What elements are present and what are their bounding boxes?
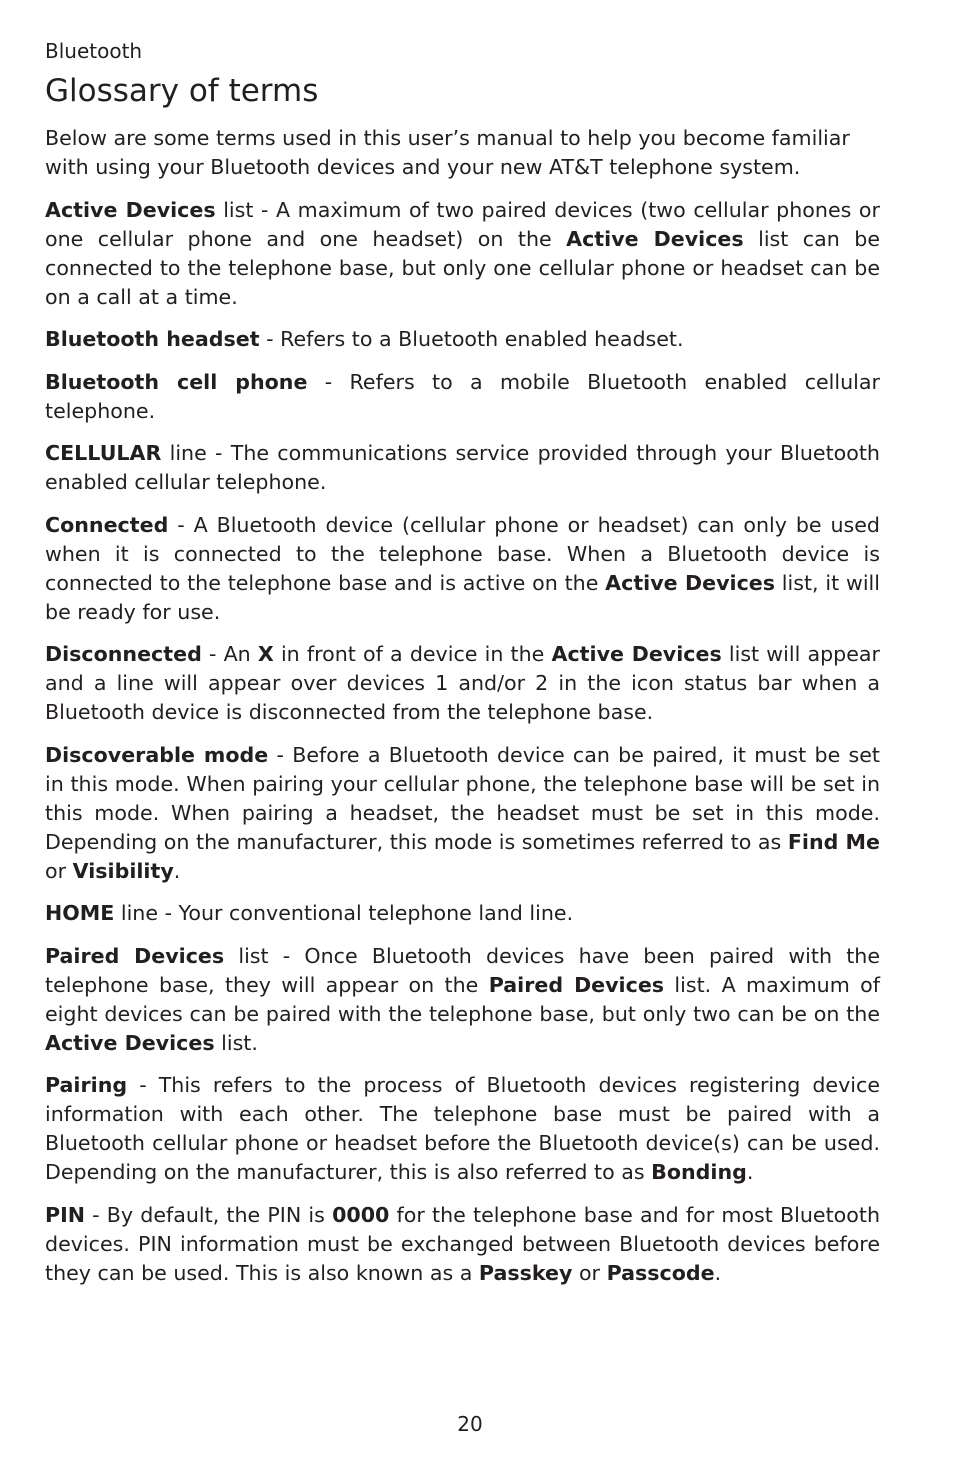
intro-paragraph: Below are some terms used in this user’s manual to help you become familiar with using your Bluetooth devices and your new AT&T telephone system. [45,126,850,179]
definition-text: for the telephone base and for most Bluetooth devices. PIN information must be exchanged between Bluetooth devices before they can be used. This is also known as a [45,1202,880,1285]
emphasized-text: Active Devices [605,570,776,595]
glossary-entry [45,368,880,426]
emphasized-text: Passkey [478,1260,573,1285]
emphasized-text: X [257,642,274,666]
definition-text: list - A maximum of two paired devices (two cellular phones or one cellular phone and one headset) on the [45,197,880,251]
definition-text: - By default, the PIN is [85,1202,333,1227]
emphasized-text: 0000 [332,1202,390,1227]
definition-text: list - Once Bluetooth devices have been paired with the telephone base, they will appear on the [45,943,880,997]
glossary-term: PIN [45,1202,85,1227]
definition-text: - A Bluetooth device (cellular phone or headset) can only be used when it is connected to the telephone base. When a Bluetooth device is connected to the telephone base and is active on the [45,512,880,595]
definition-text: line - The communications service provided through your Bluetooth enabled cellular telephone. [45,441,880,494]
page-title: Glossary of terms [45,73,319,109]
glossary-term: CELLULAR [45,441,162,465]
glossary-term: Pairing [45,1073,128,1097]
glossary-term: Paired Devices [45,943,225,968]
glossary-term: Bluetooth cell phone [45,369,308,394]
definition-text: or [572,1260,607,1285]
glossary-entry [45,325,880,354]
page-number: 20 [457,1412,483,1436]
glossary-term: Bluetooth headset [45,327,260,351]
definition-text: list will appear and a line will appear over devices 1 and/or 2 in the icon status bar when a Bluetooth device is disconnected from the telephone base. [45,642,880,724]
definition-text: . [714,1260,722,1285]
emphasized-text: Visibility [72,858,174,883]
emphasized-text: Bonding [651,1160,747,1184]
glossary-entry [45,741,880,886]
definition-text: - An [201,642,258,666]
definition-text: - Before a Bluetooth device can be paired, it must be set in this mode. When pairing your cellular phone, the telephone base will be set in this mode. When pairing a headset, the headset must be set in this mode. Depending on the manufacturer, this mode is sometimes referred to as [45,742,880,854]
definition-text: - This refers to the process of Bluetooth devices registering device information with each other. The telephone base must be paired with a Bluetooth cellular phone or headset before the Bluetooth device(s) can be used. Depending on the manufacturer, this is also referred to as [45,1073,880,1184]
glossary-entry [45,899,880,928]
glossary-entry [45,1071,880,1187]
glossary-term: Active Devices [45,197,216,222]
definition-text: list, it will be ready for use. [45,570,880,624]
glossary-entry [45,942,880,1058]
glossary-entry [45,511,880,627]
glossary-entry [45,1201,880,1288]
glossary-entry [45,640,880,727]
glossary-term: HOME [45,901,115,925]
definition-text: list. [214,1030,258,1055]
emphasized-text: Find Me [787,829,880,854]
emphasized-text: Active Devices [45,1030,215,1055]
definition-text: list can be connected to the telephone base, but only one cellular phone or headset can be on a call at a time. [45,226,880,309]
document-page [45,38,880,1301]
emphasized-text: Active Devices [566,226,744,251]
definition-text: or [45,858,73,883]
definition-text: . [746,1160,754,1184]
definition-text: - Refers to a Bluetooth enabled headset. [259,327,684,351]
definition-text: - Refers to a mobile Bluetooth enabled cellular telephone. [45,369,880,423]
glossary-list [45,196,880,1288]
glossary-term: Discoverable mode [45,742,269,767]
emphasized-text: Active Devices [551,642,722,666]
definition-text: list. A maximum of eight devices can be paired with the telephone base, but only two can be on the [45,972,880,1026]
glossary-entry [45,196,880,312]
emphasized-text: Passcode [606,1260,715,1285]
section-label: Bluetooth [45,39,143,63]
definition-text: in front of a device in the [273,642,552,666]
definition-text: line - Your conventional telephone land line. [114,901,574,925]
definition-text: . [173,858,181,883]
glossary-entry [45,439,880,497]
glossary-term: Disconnected [45,642,202,666]
emphasized-text: Paired Devices [488,972,665,997]
glossary-term: Connected [45,512,169,537]
